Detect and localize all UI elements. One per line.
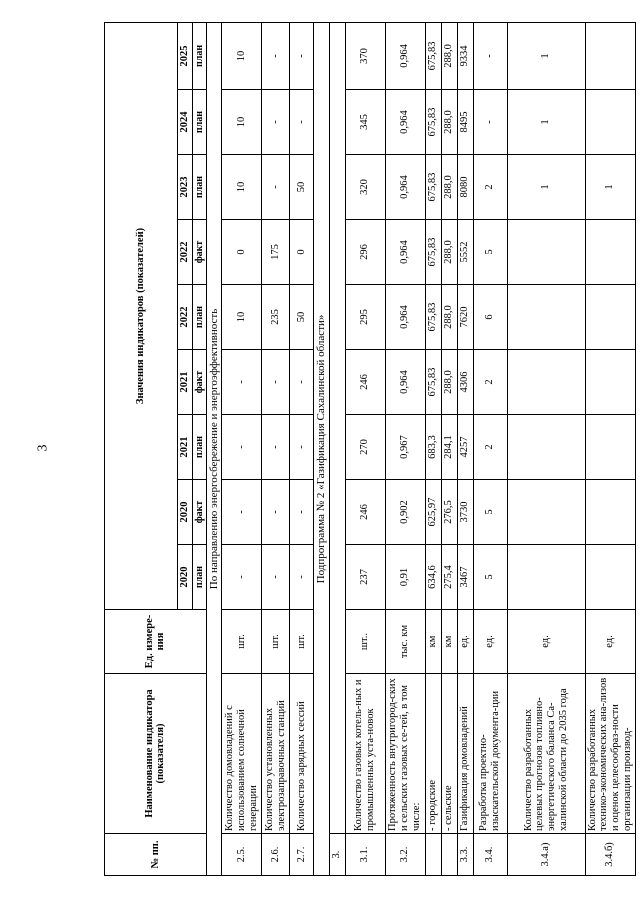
value-cell: -: [290, 545, 314, 610]
row-name: Протяженность внутригород-ских и сельских газовых се-тей, в том числе:: [385, 674, 425, 834]
value-cell: [507, 285, 585, 350]
value-cell: -: [222, 545, 262, 610]
value-cell: 2: [473, 155, 507, 220]
value-cell: 0,964: [385, 220, 425, 285]
header-year: 2025: [178, 22, 193, 89]
row-unit: шт.: [290, 610, 314, 674]
value-cell: 1: [585, 155, 635, 220]
value-cell: -: [222, 350, 262, 415]
header-year: 2022: [178, 220, 193, 285]
value-cell: 237: [345, 545, 385, 610]
value-cell: 0,967: [385, 415, 425, 480]
row-num: 2.5.: [222, 834, 262, 876]
row-num: 2.6.: [262, 834, 290, 876]
header-year: 2021: [178, 350, 193, 415]
row-name: Количество разработанных целевых прогнозов топливно-энергетического баланса Са-халинской области до 2035 года: [507, 674, 585, 834]
value-cell: -: [262, 545, 290, 610]
row-num: 3.: [329, 834, 345, 876]
value-cell: 0,964: [385, 350, 425, 415]
value-cell: 10: [222, 90, 262, 155]
value-cell: 2: [473, 350, 507, 415]
value-cell: 3467: [457, 545, 473, 610]
row-unit: ед.: [473, 610, 507, 674]
header-name: Наименование индикатора (показателя): [105, 674, 207, 834]
value-cell: 9334: [457, 22, 473, 89]
value-cell: [585, 285, 635, 350]
value-cell: 1: [507, 155, 585, 220]
value-cell: 320: [345, 155, 385, 220]
value-cell: 3730: [457, 480, 473, 545]
section-title: Подпрограмма № 2 «Газификация Сахалинской области»: [314, 22, 329, 875]
value-cell: 246: [345, 350, 385, 415]
row-unit: км: [441, 610, 457, 674]
row-name: Количество установленных электрозаправочных станций: [262, 674, 290, 834]
value-cell: 270: [345, 415, 385, 480]
header-kind: план: [192, 545, 206, 610]
value-cell: 6: [473, 285, 507, 350]
header-kind: факт: [192, 480, 206, 545]
value-cell: 370: [345, 22, 385, 89]
value-cell: 50: [290, 285, 314, 350]
header-kind: план: [192, 155, 206, 220]
value-cell: 675,83: [425, 155, 441, 220]
value-cell: -: [262, 480, 290, 545]
table-row: [345, 22, 385, 875]
value-cell: 0,964: [385, 90, 425, 155]
value-cell: 295: [345, 285, 385, 350]
table-row: [507, 22, 585, 875]
row-name: Количество газовых котель-ных и промышленных уста-новок: [345, 674, 385, 834]
value-cell: 0,964: [385, 22, 425, 89]
value-cell: 634,6: [425, 545, 441, 610]
row-num: 3.4.а): [507, 834, 585, 876]
value-cell: 10: [222, 22, 262, 89]
value-cell: 246: [345, 480, 385, 545]
value-cell: 5552: [457, 220, 473, 285]
row-name: Разработка проектно-изыскательской документа-ции: [473, 674, 507, 834]
value-cell: [585, 220, 635, 285]
header-values-group: Значения индикаторов (показателей): [105, 22, 178, 609]
row-num: 3.4.б): [585, 834, 635, 876]
header-year: 2020: [178, 545, 193, 610]
value-cell: 625,97: [425, 480, 441, 545]
value-cell: [585, 22, 635, 89]
value-cell: [507, 220, 585, 285]
value-cell: [507, 545, 585, 610]
table-row: [329, 22, 345, 875]
header-year: 2022: [178, 285, 193, 350]
row-name: Газификация домовладений: [457, 674, 473, 834]
row-unit: км: [425, 610, 441, 674]
value-cell: 288,0: [441, 350, 457, 415]
value-cell: -: [473, 90, 507, 155]
header-year: 2020: [178, 480, 193, 545]
value-cell: 675,83: [425, 285, 441, 350]
value-cell: 288,0: [441, 220, 457, 285]
value-cell: -: [290, 480, 314, 545]
row-name: Количество домовладений с использованием солнечной генерации: [222, 674, 262, 834]
table-row: [585, 22, 635, 875]
value-cell: 275,4: [441, 545, 457, 610]
indicators-table: [104, 22, 636, 876]
value-cell: 0,964: [385, 155, 425, 220]
value-cell: 10: [222, 285, 262, 350]
value-cell: 8080: [457, 155, 473, 220]
value-cell: [507, 350, 585, 415]
value-cell: 10: [222, 155, 262, 220]
value-cell: 288,0: [441, 90, 457, 155]
value-cell: 0,91: [385, 545, 425, 610]
value-cell: 4257: [457, 415, 473, 480]
value-cell: 345: [345, 90, 385, 155]
table-row: [425, 22, 441, 875]
value-cell: 276,5: [441, 480, 457, 545]
header-year: 2023: [178, 155, 193, 220]
header-kind: план: [192, 22, 206, 89]
row-unit: ед.: [457, 610, 473, 674]
header-unit: Ед. измере-ния: [105, 610, 207, 674]
header-kind: план: [192, 415, 206, 480]
table-row: [473, 22, 507, 875]
row-unit: тыс. км: [385, 610, 425, 674]
table-row: [290, 22, 314, 875]
value-cell: 2: [473, 415, 507, 480]
header-num: № пп.: [105, 834, 207, 876]
row-name: Количество зарядных сессий: [290, 674, 314, 834]
value-cell: [585, 350, 635, 415]
value-cell: 5: [473, 220, 507, 285]
header-kind: факт: [192, 220, 206, 285]
row-name: - сельские: [441, 674, 457, 834]
table-row: [457, 22, 473, 875]
value-cell: [507, 480, 585, 545]
value-cell: 0,964: [385, 285, 425, 350]
row-name: Количество разработанных технико-экономических ана-лизов и оценок целесообраз-ности организации производ-: [585, 674, 635, 834]
row-num: 3.4.: [473, 834, 507, 876]
value-cell: 675,83: [425, 90, 441, 155]
value-cell: -: [222, 480, 262, 545]
row-unit: ед.: [507, 610, 585, 674]
section-row: [206, 22, 221, 875]
header-year: 2021: [178, 415, 193, 480]
header-kind: факт: [192, 350, 206, 415]
value-cell: -: [290, 415, 314, 480]
value-cell: -: [262, 350, 290, 415]
row-name: - городские: [425, 674, 441, 834]
value-cell: 284,1: [441, 415, 457, 480]
row-num: 3.2.: [385, 834, 425, 876]
row-num: 3.1.: [345, 834, 385, 876]
row-unit: шт.: [222, 610, 262, 674]
table-row: [385, 22, 425, 875]
value-cell: -: [262, 155, 290, 220]
value-cell: 296: [345, 220, 385, 285]
value-cell: 5: [473, 545, 507, 610]
value-cell: 288,0: [441, 22, 457, 89]
value-cell: 675,83: [425, 22, 441, 89]
value-cell: 683,3: [425, 415, 441, 480]
value-cell: -: [262, 22, 290, 89]
value-cell: 5: [473, 480, 507, 545]
page-number: 3: [35, 444, 51, 452]
value-cell: 175: [262, 220, 290, 285]
section-row: [314, 22, 329, 875]
row-unit: шт..: [345, 610, 385, 674]
value-cell: -: [222, 415, 262, 480]
header-year: 2024: [178, 90, 193, 155]
value-cell: -: [290, 90, 314, 155]
row-num: [425, 834, 441, 876]
row-num: [441, 834, 457, 876]
table-row: [222, 22, 262, 875]
value-cell: 50: [290, 155, 314, 220]
value-cell: 8495: [457, 90, 473, 155]
row-empty: [329, 22, 345, 833]
value-cell: 0: [222, 220, 262, 285]
row-unit: ед.: [585, 610, 635, 674]
value-cell: -: [290, 350, 314, 415]
row-unit: шт.: [262, 610, 290, 674]
value-cell: 675,83: [425, 350, 441, 415]
value-cell: -: [262, 415, 290, 480]
value-cell: 288,0: [441, 155, 457, 220]
rotated-table-container: [104, 23, 633, 876]
value-cell: 7620: [457, 285, 473, 350]
value-cell: 0,902: [385, 480, 425, 545]
value-cell: [585, 90, 635, 155]
value-cell: 1: [507, 22, 585, 89]
header-kind: план: [192, 285, 206, 350]
value-cell: [585, 415, 635, 480]
value-cell: 1: [507, 90, 585, 155]
value-cell: 0: [290, 220, 314, 285]
value-cell: -: [473, 22, 507, 89]
row-num: 2.7.: [290, 834, 314, 876]
table-row: [262, 22, 290, 875]
value-cell: 675,83: [425, 220, 441, 285]
value-cell: [585, 545, 635, 610]
section-title: По направлению энергосбережение и энергоэффективность: [206, 22, 221, 875]
table-row: [441, 22, 457, 875]
value-cell: [585, 480, 635, 545]
value-cell: -: [262, 90, 290, 155]
value-cell: 288,0: [441, 285, 457, 350]
value-cell: [507, 415, 585, 480]
header-kind: план: [192, 90, 206, 155]
value-cell: -: [290, 22, 314, 89]
value-cell: 235: [262, 285, 290, 350]
value-cell: 4306: [457, 350, 473, 415]
row-num: 3.3.: [457, 834, 473, 876]
